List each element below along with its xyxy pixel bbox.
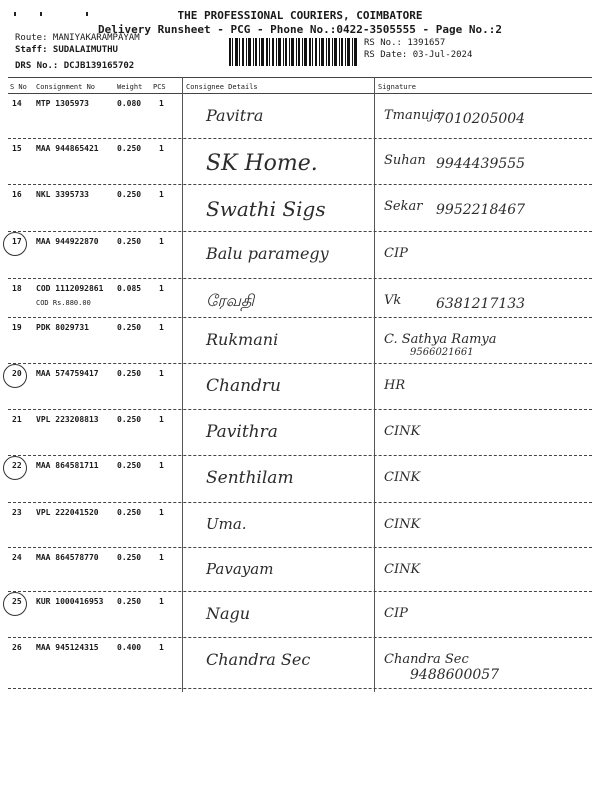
row-weight: 0.250 [117, 508, 142, 517]
rs-number: RS No.: 1391657 [364, 38, 446, 48]
row-circle-mark [3, 232, 27, 256]
drs-number: DRS No.: DCJB139165702 [15, 61, 135, 71]
row-pcs: 1 [159, 643, 164, 652]
row-consignment-no: MAA 944865421 [36, 144, 99, 153]
row-consignment-no: NKL 3395733 [36, 190, 89, 199]
signature-handwritten: Chandra Sec [384, 652, 469, 667]
row-separator [8, 363, 592, 364]
row-separator [8, 502, 592, 503]
signature-handwritten: CINK [384, 424, 421, 439]
row-separator [8, 637, 592, 638]
row-sno: 20 [12, 369, 22, 378]
consignee-name-handwritten: SK Home. [206, 151, 318, 176]
row-circle-mark [3, 592, 27, 616]
row-separator [8, 591, 592, 592]
phone-handwritten: 7010205004 [436, 111, 526, 127]
row-consignment-no: MAA 864578770 [36, 553, 99, 562]
row-sno: 26 [12, 643, 22, 652]
phone-handwritten: 9488600057 [410, 667, 500, 683]
row-consignment-no: PDK 8029731 [36, 323, 89, 332]
row-cod-amount: COD Rs.880.00 [36, 299, 91, 307]
phone-handwritten: 9952218467 [436, 202, 526, 218]
header-sno: S No [10, 83, 27, 91]
row-separator [8, 455, 592, 456]
signature-handwritten: CINK [384, 562, 421, 577]
consignee-name-handwritten: ரேவதி [206, 291, 255, 310]
row-separator [8, 138, 592, 139]
route-label: Route: MANIYAKARAMPAYAM [15, 33, 140, 43]
consignee-name-handwritten: Swathi Sigs [206, 197, 326, 221]
row-consignment-no: VPL 223208813 [36, 415, 99, 424]
runsheet-subtitle: Delivery Runsheet - PCG - Phone No.:0422-3505555 - Page No.:2 [98, 23, 502, 36]
row-pcs: 1 [159, 323, 164, 332]
header-rule-bottom [8, 93, 592, 94]
company-title: THE PROFESSIONAL COURIERS, COIMBATORE [177, 9, 423, 22]
row-sno: 18 [12, 284, 22, 293]
row-weight: 0.250 [117, 369, 142, 378]
row-circle-mark [3, 364, 27, 388]
row-pcs: 1 [159, 508, 164, 517]
row-pcs: 1 [159, 415, 164, 424]
row-sno: 16 [12, 190, 22, 199]
row-separator [8, 184, 592, 185]
row-sno: 21 [12, 415, 22, 424]
row-pcs: 1 [159, 190, 164, 199]
staff-label: Staff: SUDALAIMUTHU [15, 45, 118, 55]
header-consignment: Consignment No [36, 83, 96, 91]
row-pcs: 1 [159, 461, 164, 470]
row-pcs: 1 [159, 597, 164, 606]
row-weight: 0.250 [117, 237, 142, 246]
row-sno: 24 [12, 553, 22, 562]
signature-handwritten: CIP [384, 606, 408, 621]
header-weight: Weight [117, 83, 143, 91]
signature-handwritten: HR [384, 378, 406, 393]
row-separator [8, 688, 592, 689]
header-pcs: PCS [153, 83, 166, 91]
signature-handwritten: Sekar [384, 199, 423, 214]
row-separator [8, 317, 592, 318]
row-weight: 0.250 [117, 553, 142, 562]
header-consignee-details: Consignee Details [186, 83, 258, 91]
row-sno: 14 [12, 99, 22, 108]
row-consignment-no: MAA 944922870 [36, 237, 99, 246]
row-sno: 23 [12, 508, 22, 517]
barcode-image [229, 38, 357, 66]
header-rule-top [8, 77, 592, 78]
phone-handwritten: 9944439555 [436, 156, 526, 172]
header-signature: Signature [378, 83, 416, 91]
row-weight: 0.080 [117, 99, 142, 108]
signature-handwritten: CINK [384, 470, 421, 485]
consignee-name-handwritten: Rukmani [206, 330, 279, 349]
row-weight: 0.085 [117, 284, 142, 293]
row-weight: 0.250 [117, 415, 142, 424]
signature-handwritten: Tmanuja [384, 108, 442, 123]
consignee-name-handwritten: Uma. [206, 515, 247, 533]
rs-date: RS Date: 03-Jul-2024 [364, 50, 473, 60]
consignee-name-handwritten: Chandra Sec [206, 650, 311, 669]
signature-handwritten: CIP [384, 246, 408, 261]
signature-handwritten: CINK [384, 517, 421, 532]
row-pcs: 1 [159, 99, 164, 108]
column-separator [374, 77, 375, 692]
row-consignment-no: COD 1112092861 [36, 284, 104, 293]
row-sno: 15 [12, 144, 22, 153]
row-sno: 19 [12, 323, 22, 332]
row-consignment-no: MAA 574759417 [36, 369, 99, 378]
row-consignment-no: MTP 1305973 [36, 99, 89, 108]
consignee-name-handwritten: Nagu [206, 604, 251, 623]
row-consignment-no: MAA 864581711 [36, 461, 99, 470]
row-weight: 0.250 [117, 461, 142, 470]
column-separator [182, 77, 183, 692]
phone-handwritten: 6381217133 [436, 296, 526, 312]
row-consignment-no: VPL 222041520 [36, 508, 99, 517]
row-weight: 0.250 [117, 144, 142, 153]
row-separator [8, 547, 592, 548]
row-separator [8, 409, 592, 410]
phone-handwritten: 9566021661 [410, 347, 474, 358]
row-weight: 0.250 [117, 597, 142, 606]
row-weight: 0.400 [117, 643, 142, 652]
consignee-name-handwritten: Chandru [206, 376, 281, 396]
consignee-name-handwritten: Pavithra [206, 422, 278, 442]
row-circle-mark [3, 456, 27, 480]
consignee-name-handwritten: Pavitra [206, 106, 264, 125]
row-sno: 22 [12, 461, 22, 470]
row-pcs: 1 [159, 144, 164, 153]
row-pcs: 1 [159, 553, 164, 562]
consignee-name-handwritten: Pavayam [206, 560, 274, 578]
signature-handwritten: C. Sathya Ramya [384, 332, 497, 347]
row-weight: 0.250 [117, 323, 142, 332]
row-sno: 17 [12, 237, 22, 246]
row-pcs: 1 [159, 369, 164, 378]
row-sno: 25 [12, 597, 22, 606]
consignee-name-handwritten: Balu paramegy [206, 244, 329, 263]
row-consignment-no: KUR 1000416953 [36, 597, 104, 606]
consignee-name-handwritten: Senthilam [206, 468, 294, 488]
signature-handwritten: Suhan [384, 153, 426, 168]
signature-handwritten: Vk [384, 293, 402, 308]
row-pcs: 1 [159, 237, 164, 246]
row-pcs: 1 [159, 284, 164, 293]
row-weight: 0.250 [117, 190, 142, 199]
row-consignment-no: MAA 945124315 [36, 643, 99, 652]
row-separator [8, 231, 592, 232]
row-separator [8, 278, 592, 279]
